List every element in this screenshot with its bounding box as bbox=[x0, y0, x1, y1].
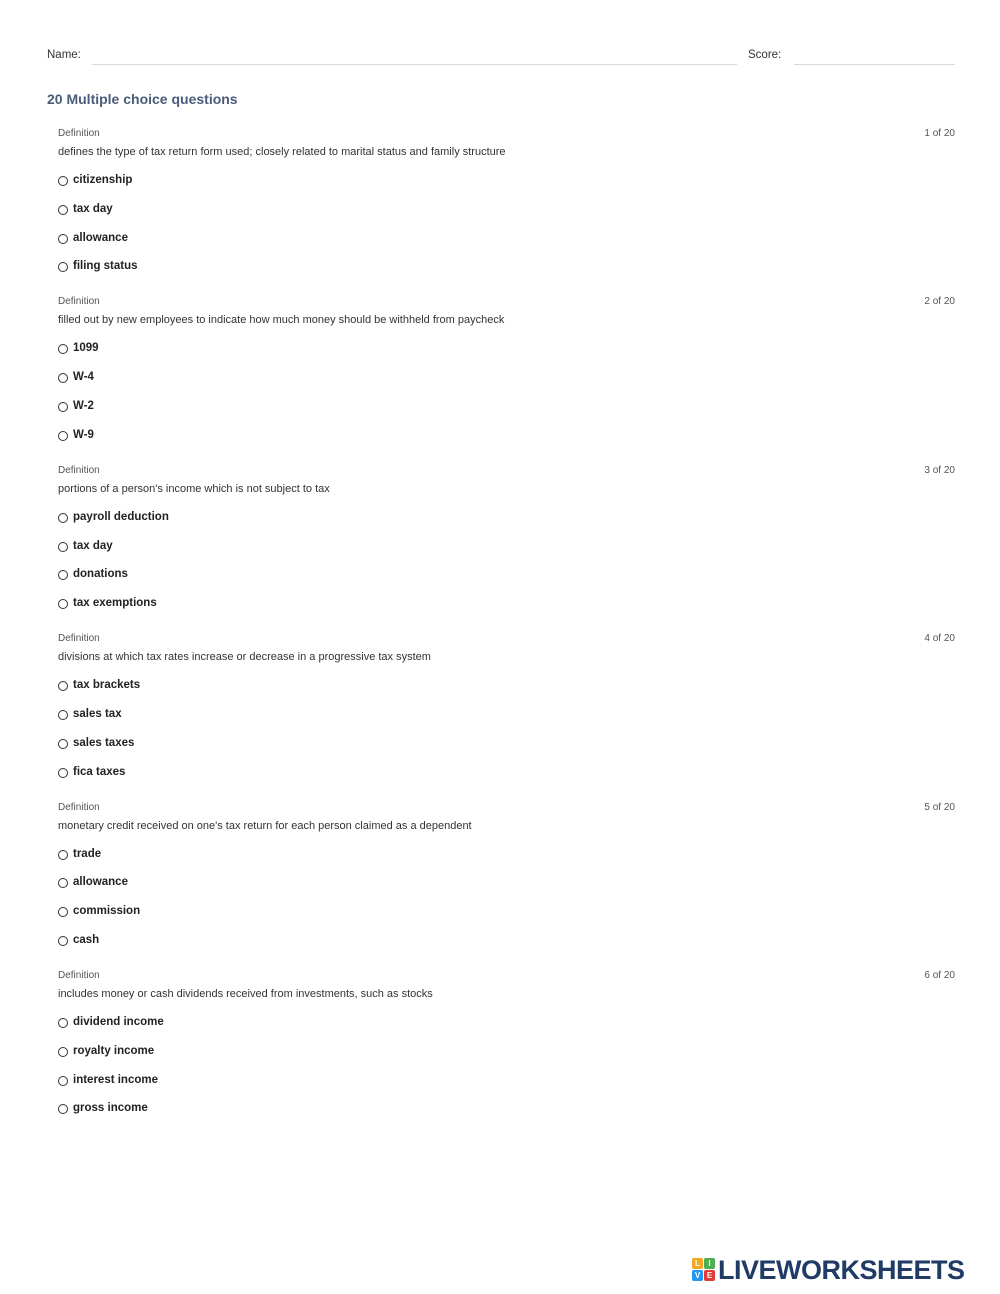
question-header bbox=[58, 801, 955, 815]
question-header bbox=[58, 127, 955, 141]
question-text: portions of a person's income which is not subject to tax bbox=[58, 482, 330, 495]
name-input-line[interactable] bbox=[92, 64, 737, 65]
radio-button-icon[interactable] bbox=[58, 431, 68, 441]
answer-option-label: sales tax bbox=[73, 707, 122, 720]
answer-options bbox=[58, 511, 169, 626]
answer-option-label: fica taxes bbox=[73, 765, 126, 778]
question-type: Definition bbox=[58, 128, 100, 139]
answer-option[interactable] bbox=[58, 934, 140, 963]
answer-option-label: W-4 bbox=[73, 371, 94, 384]
answer-options bbox=[58, 342, 99, 457]
answer-option-label: royalty income bbox=[73, 1044, 155, 1057]
answer-option-label: tax brackets bbox=[73, 679, 141, 692]
question-number: 6 of 20 bbox=[924, 969, 955, 981]
answer-options bbox=[58, 174, 138, 289]
answer-option[interactable] bbox=[58, 174, 138, 203]
radio-button-icon[interactable] bbox=[58, 878, 68, 888]
logo-mark-tile: I bbox=[704, 1258, 715, 1269]
answer-option[interactable] bbox=[58, 876, 140, 905]
answer-option[interactable] bbox=[58, 540, 169, 569]
answer-option[interactable] bbox=[58, 342, 99, 371]
answer-option-label: tax day bbox=[73, 202, 113, 215]
answer-option-label: allowance bbox=[73, 231, 128, 244]
answer-option[interactable] bbox=[58, 203, 138, 232]
question-text: divisions at which tax rates increase or decrease in a progressive tax system bbox=[58, 651, 431, 664]
answer-option[interactable] bbox=[58, 511, 169, 540]
question-text: monetary credit received on one's tax return for each person claimed as a dependent bbox=[58, 819, 472, 832]
radio-button-icon[interactable] bbox=[58, 402, 68, 412]
question-header bbox=[58, 464, 955, 478]
answer-option-label: W-9 bbox=[73, 428, 94, 441]
answer-option[interactable] bbox=[58, 597, 169, 626]
question-block bbox=[58, 801, 955, 969]
radio-button-icon[interactable] bbox=[58, 513, 68, 523]
radio-button-icon[interactable] bbox=[58, 205, 68, 215]
answer-option-label: tax exemptions bbox=[73, 597, 157, 610]
answer-option[interactable] bbox=[58, 429, 99, 458]
logo-mark-icon bbox=[692, 1258, 716, 1282]
score-label: Score: bbox=[748, 49, 782, 61]
radio-button-icon[interactable] bbox=[58, 176, 68, 186]
answer-option[interactable] bbox=[58, 766, 140, 795]
answer-option[interactable] bbox=[58, 260, 138, 289]
radio-button-icon[interactable] bbox=[58, 373, 68, 383]
radio-button-icon[interactable] bbox=[58, 768, 68, 778]
radio-button-icon[interactable] bbox=[58, 262, 68, 272]
question-type: Definition bbox=[58, 801, 100, 813]
answer-option[interactable] bbox=[58, 737, 140, 766]
question-number: 4 of 20 bbox=[924, 633, 955, 645]
answer-option[interactable] bbox=[58, 400, 99, 429]
question-number: 2 of 20 bbox=[924, 296, 955, 308]
question-text: includes money or cash dividends received from investments, such as stocks bbox=[58, 987, 433, 1000]
answer-option-label: allowance bbox=[73, 876, 128, 889]
answer-option-label: trade bbox=[73, 847, 102, 860]
answer-option-label: cash bbox=[73, 933, 100, 946]
answer-option[interactable] bbox=[58, 371, 99, 400]
radio-button-icon[interactable] bbox=[58, 599, 68, 609]
logo-text: LIVEWORKSHEETS bbox=[718, 1254, 965, 1285]
answer-option-label: sales taxes bbox=[73, 736, 135, 749]
answer-options bbox=[58, 1016, 164, 1131]
answer-option[interactable] bbox=[58, 568, 169, 597]
radio-button-icon[interactable] bbox=[58, 1076, 68, 1086]
question-type: Definition bbox=[58, 296, 100, 308]
name-label: Name: bbox=[47, 49, 81, 61]
answer-option[interactable] bbox=[58, 1016, 164, 1045]
answer-option[interactable] bbox=[58, 1102, 164, 1131]
answer-option-label: tax day bbox=[73, 539, 113, 552]
answer-option-label: gross income bbox=[73, 1102, 148, 1115]
question-block bbox=[58, 464, 955, 632]
question-number: 1 of 20 bbox=[924, 128, 955, 139]
question-header bbox=[58, 632, 955, 646]
logo-mark-tile: L bbox=[692, 1258, 703, 1269]
answer-options bbox=[58, 679, 140, 794]
answer-option-label: donations bbox=[73, 568, 128, 581]
radio-button-icon[interactable] bbox=[58, 1018, 68, 1028]
answer-option-label: payroll deduction bbox=[73, 510, 169, 523]
question-block bbox=[58, 632, 955, 800]
radio-button-icon[interactable] bbox=[58, 570, 68, 580]
answer-option-label: interest income bbox=[73, 1073, 158, 1086]
question-block bbox=[58, 969, 955, 1137]
question-text: defines the type of tax return form used; closely related to marital status and family structure bbox=[58, 146, 506, 158]
answer-option-label: citizenship bbox=[73, 174, 133, 186]
answer-option-label: commission bbox=[73, 905, 141, 918]
question-type: Definition bbox=[58, 969, 100, 981]
answer-option[interactable] bbox=[58, 232, 138, 261]
answer-option-label: W-2 bbox=[73, 399, 94, 412]
logo-mark-tile: V bbox=[692, 1270, 703, 1281]
answer-option[interactable] bbox=[58, 905, 140, 934]
radio-button-icon[interactable] bbox=[58, 739, 68, 749]
radio-button-icon[interactable] bbox=[58, 1047, 68, 1057]
answer-option[interactable] bbox=[58, 708, 140, 737]
radio-button-icon[interactable] bbox=[58, 344, 68, 354]
radio-button-icon[interactable] bbox=[58, 850, 68, 860]
answer-option-label: dividend income bbox=[73, 1015, 164, 1028]
logo-mark-tile: E bbox=[704, 1270, 715, 1281]
radio-button-icon[interactable] bbox=[58, 542, 68, 552]
answer-option[interactable] bbox=[58, 848, 140, 877]
question-type: Definition bbox=[58, 633, 100, 645]
radio-button-icon[interactable] bbox=[58, 681, 68, 691]
answer-option[interactable] bbox=[58, 1045, 164, 1074]
liveworksheets-logo bbox=[692, 1255, 965, 1285]
section-title: 20 Multiple choice questions bbox=[47, 91, 238, 107]
answer-option[interactable] bbox=[58, 1074, 164, 1103]
answer-option-label: 1099 bbox=[73, 342, 99, 355]
radio-button-icon[interactable] bbox=[58, 234, 68, 244]
radio-button-icon[interactable] bbox=[58, 1104, 68, 1114]
score-input-line[interactable] bbox=[794, 64, 955, 65]
radio-button-icon[interactable] bbox=[58, 710, 68, 720]
question-block bbox=[58, 295, 955, 463]
answer-options bbox=[58, 848, 140, 963]
question-text: filled out by new employees to indicate how much money should be withheld from paycheck bbox=[58, 314, 505, 327]
radio-button-icon[interactable] bbox=[58, 907, 68, 917]
question-list bbox=[58, 127, 955, 1137]
question-number: 5 of 20 bbox=[924, 801, 955, 813]
answer-option-label: filing status bbox=[73, 260, 138, 273]
question-block bbox=[58, 127, 955, 295]
radio-button-icon[interactable] bbox=[58, 936, 68, 946]
question-header bbox=[58, 969, 955, 983]
question-number: 3 of 20 bbox=[924, 464, 955, 476]
answer-option[interactable] bbox=[58, 679, 140, 708]
question-type: Definition bbox=[58, 464, 100, 476]
question-header bbox=[58, 295, 955, 309]
student-header bbox=[47, 48, 955, 68]
